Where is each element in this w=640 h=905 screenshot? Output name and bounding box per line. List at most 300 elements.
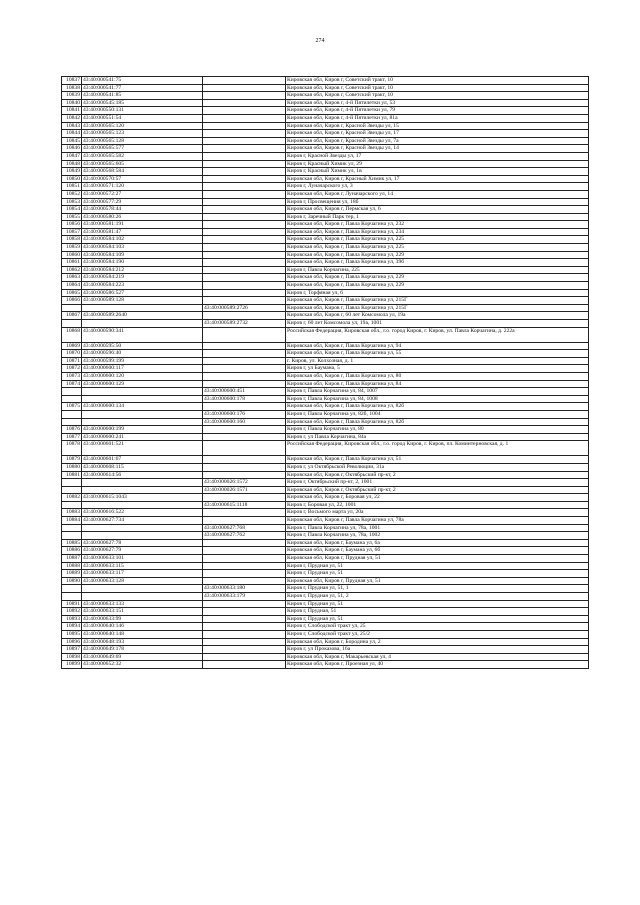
row-number-cell: 10846	[62, 145, 82, 153]
row-number-cell: 10858	[62, 236, 82, 244]
row-number-cell: 10843	[62, 122, 82, 130]
cadastral-number-cell: 43:40:000649:178	[82, 646, 203, 654]
row-number-cell: 10868	[62, 327, 82, 342]
sub-cadastral-number-cell	[203, 236, 286, 244]
sub-cadastral-number-cell	[203, 350, 286, 358]
row-number-cell	[62, 395, 82, 403]
sub-cadastral-number-cell	[203, 372, 286, 380]
address-cell: Кировская обл, Киров г, Боровая ул, 22	[286, 494, 589, 502]
table-row	[62, 494, 589, 502]
address-cell: Киров г, Павла Корчагина ул, 80	[286, 426, 589, 434]
table-row	[62, 456, 589, 464]
table-row	[62, 501, 589, 509]
row-number-cell: 10854	[62, 206, 82, 214]
table-row	[62, 646, 589, 654]
table-row	[62, 608, 589, 616]
cadastral-number-cell: 43:40:000589:2640	[82, 312, 203, 320]
cadastral-number-cell	[82, 501, 203, 509]
cadastral-number-cell: 43:40:000571:120	[82, 183, 203, 191]
address-cell: Кировская обл, Киров г, 4-й Пятилетки ул, 79	[286, 107, 589, 115]
cadastral-number-cell: 43:40:000572:27	[82, 190, 203, 198]
table-row	[62, 403, 589, 411]
cadastral-number-cell	[82, 388, 203, 396]
table-row	[62, 320, 589, 328]
address-cell: Кировская обл, Киров г, Павла Корчагина ул, 225	[286, 236, 589, 244]
sub-cadastral-number-cell	[203, 403, 286, 411]
row-number-cell: 10844	[62, 130, 82, 138]
row-number-cell	[62, 501, 82, 509]
cadastral-number-cell: 43:40:000584:109	[82, 251, 203, 259]
cadastral-number-cell	[82, 593, 203, 601]
sub-cadastral-number-cell	[203, 562, 286, 570]
row-number-cell: 10859	[62, 244, 82, 252]
address-cell: Кировская обл, Киров г, Павла Корчагина ул, 229	[286, 282, 589, 290]
table-row	[62, 653, 589, 661]
row-number-cell: 10874	[62, 380, 82, 388]
table-row	[62, 577, 589, 585]
address-cell: Кировская обл, Киров г, 4-й Пятилетки ул, 81а	[286, 114, 589, 122]
table-row	[62, 615, 589, 623]
cadastral-number-cell: 43:40:000600:120	[82, 372, 203, 380]
cadastral-number-cell	[82, 479, 203, 487]
sub-cadastral-number-cell	[203, 638, 286, 646]
address-cell: Киров г, Прудная ул, 51	[286, 562, 589, 570]
cadastral-number-cell: 43:40:000600:117	[82, 365, 203, 373]
row-number-cell: 10896	[62, 638, 82, 646]
address-cell: Киров г, Прудная, 51	[286, 608, 589, 616]
row-number-cell: 10845	[62, 137, 82, 145]
cadastral-number-cell	[82, 524, 203, 532]
cadastral-number-cell: 43:40:000614:56	[82, 471, 203, 479]
row-number-cell: 10841	[62, 107, 82, 115]
address-cell: Кировская обл, Киров г, Павла Корчагина ул, 229	[286, 274, 589, 282]
sub-cadastral-number-cell	[203, 289, 286, 297]
address-cell: Кировская обл, Киров г, Павла Корчагина ул, 234	[286, 228, 589, 236]
cadastral-number-cell: 43:40:000649:69	[82, 653, 203, 661]
table-row	[62, 661, 589, 669]
row-number-cell	[62, 486, 82, 494]
address-cell: Кировская обл, Киров г, Пермская ул, 6	[286, 206, 589, 214]
table-row	[62, 426, 589, 434]
table-row	[62, 282, 589, 290]
address-cell: Кировская обл, Киров г, Бородина ул, 2	[286, 638, 589, 646]
cadastral-number-cell: 43:40:000570:57	[82, 175, 203, 183]
table-row	[62, 137, 589, 145]
sub-cadastral-number-cell	[203, 297, 286, 305]
address-cell: Кировская обл, Киров г, Павла Корчагина ул, 94	[286, 342, 589, 350]
cadastral-number-cell: 43:40:000584:223	[82, 282, 203, 290]
sub-cadastral-number-cell	[203, 145, 286, 153]
sub-cadastral-number-cell	[203, 282, 286, 290]
address-cell: Киров г, Слободской тракт ул, 25	[286, 623, 589, 631]
table-row	[62, 600, 589, 608]
sub-cadastral-number-cell	[203, 577, 286, 585]
table-row	[62, 372, 589, 380]
address-cell: Киров г, Павла Корчагина ул, 82б, 1004	[286, 410, 589, 418]
address-cell: Киров г, Слободской тракт ул, 25/2	[286, 630, 589, 638]
row-number-cell: 10852	[62, 190, 82, 198]
sub-cadastral-number-cell	[203, 365, 286, 373]
address-cell: Кировская обл, Киров г, Павла Корчагина ул, 80	[286, 372, 589, 380]
row-number-cell	[62, 388, 82, 396]
table-row	[62, 380, 589, 388]
row-number-cell: 10860	[62, 251, 82, 259]
address-cell: Кировская обл, Киров г, Павла Корчагина ул, 225	[286, 244, 589, 252]
sub-cadastral-number-cell: 43:40:000589:2732	[203, 320, 286, 328]
address-cell: Киров г, Прудная ул, 51	[286, 615, 589, 623]
cadastral-number-cell: 43:40:000633:133	[82, 600, 203, 608]
cadastral-number-cell: 43:40:000590:341	[82, 327, 203, 342]
cadastral-number-cell: 43:40:000565:120	[82, 122, 203, 130]
cadastral-number-cell: 43:40:000541:85	[82, 92, 203, 100]
cadastral-number-cell: 43:40:000565:128	[82, 137, 203, 145]
row-number-cell: 10849	[62, 168, 82, 176]
cadastral-number-cell: 43:40:000600:129	[82, 380, 203, 388]
table-row	[62, 312, 589, 320]
sub-cadastral-number-cell: 43:40:000600:176	[203, 410, 286, 418]
row-number-cell: 10878	[62, 441, 82, 456]
row-number-cell: 10839	[62, 92, 82, 100]
sub-cadastral-number-cell	[203, 600, 286, 608]
address-cell: Кировская обл, Киров г, Прудная ул, 51	[286, 555, 589, 563]
cadastral-number-cell: 43:40:000581:47	[82, 228, 203, 236]
sub-cadastral-number-cell	[203, 122, 286, 130]
cadastral-number-cell: 43:40:000595:50	[82, 342, 203, 350]
table-row	[62, 509, 589, 517]
table-row	[62, 266, 589, 274]
address-cell: Киров г, Красной Звезды ул, 17	[286, 152, 589, 160]
address-cell: Киров г, Павла Корчагина ул, 84, 1008	[286, 395, 589, 403]
cadastral-number-cell: 43:40:000541:75	[82, 77, 203, 85]
sub-cadastral-number-cell	[203, 630, 286, 638]
cadastral-number-cell	[82, 320, 203, 328]
cadastral-number-cell	[82, 532, 203, 540]
row-number-cell: 10840	[62, 99, 82, 107]
row-number-cell: 10894	[62, 623, 82, 631]
table-row	[62, 524, 589, 532]
sub-cadastral-number-cell	[203, 539, 286, 547]
table-row	[62, 555, 589, 563]
page-number: 274	[315, 38, 325, 44]
sub-cadastral-number-cell	[203, 433, 286, 441]
row-number-cell: 10863	[62, 274, 82, 282]
cadastral-number-cell: 43:40:000633:128	[82, 577, 203, 585]
address-cell: Кировская обл, Киров г, Павла Корчагина ул, 215Г	[286, 297, 589, 305]
cadastral-number-cell: 43:40:000550:131	[82, 107, 203, 115]
sub-cadastral-number-cell	[203, 471, 286, 479]
table-row	[62, 183, 589, 191]
row-number-cell	[62, 593, 82, 601]
row-number-cell: 10842	[62, 114, 82, 122]
cadastral-number-cell: 43:40:000652:32	[82, 661, 203, 669]
cadastral-number-cell: 43:40:000615:1043	[82, 494, 203, 502]
table-row	[62, 274, 589, 282]
cadastral-number-cell	[82, 418, 203, 426]
table-row	[62, 441, 589, 456]
address-cell: Киров г, Просвещения ул, 18б	[286, 198, 589, 206]
row-number-cell: 10853	[62, 198, 82, 206]
table-row	[62, 304, 589, 312]
address-cell: Кировская обл, Киров г, Октябрьский пр-кт, 2	[286, 471, 589, 479]
table-row	[62, 190, 589, 198]
table-row	[62, 259, 589, 267]
row-number-cell: 10884	[62, 517, 82, 525]
address-cell: Российская Федерация, Кировская обл., г.о. город Киров, г. Киров, ул. Павла Корчагина, д. 222а	[286, 327, 589, 342]
table-row	[62, 77, 589, 85]
address-cell: Киров г, ул Павла Корчагина, 84а	[286, 433, 589, 441]
table-row	[62, 327, 589, 342]
row-number-cell: 10897	[62, 646, 82, 654]
row-number-cell: 10855	[62, 213, 82, 221]
row-number-cell: 10881	[62, 471, 82, 479]
sub-cadastral-number-cell	[203, 77, 286, 85]
address-cell: Кировская обл, Киров г, 60 лет Комсомола ул, 19а	[286, 312, 589, 320]
cadastral-number-cell: 43:40:000551:54	[82, 114, 203, 122]
row-number-cell: 10861	[62, 259, 82, 267]
cadastral-number-cell: 43:40:000600:134	[82, 403, 203, 411]
row-number-cell: 10857	[62, 228, 82, 236]
cadastral-number-cell: 43:40:000633:151	[82, 608, 203, 616]
row-number-cell: 10847	[62, 152, 82, 160]
address-cell: Кировская обл, Киров г, 4-й Пятилетки ул, 53	[286, 99, 589, 107]
sub-cadastral-number-cell	[203, 547, 286, 555]
table-row	[62, 244, 589, 252]
address-cell: Кировская обл, Киров г, Прудная ул, 51	[286, 577, 589, 585]
row-number-cell: 10898	[62, 653, 82, 661]
cadastral-number-cell: 43:40:000599:199	[82, 357, 203, 365]
row-number-cell: 10838	[62, 84, 82, 92]
address-cell: Кировская обл, Киров г, Советский тракт, 10	[286, 77, 589, 85]
row-number-cell: 10893	[62, 615, 82, 623]
address-cell: Киров г, ул Баумана, 5	[286, 365, 589, 373]
table-row	[62, 357, 589, 365]
sub-cadastral-number-cell: 43:40:000026:1572	[203, 479, 286, 487]
address-cell: Кировская обл, Киров г, Баумана ул, 6а	[286, 539, 589, 547]
sub-cadastral-number-cell	[203, 259, 286, 267]
row-number-cell	[62, 585, 82, 593]
sub-cadastral-number-cell	[203, 646, 286, 654]
address-cell: Киров г, Восьмого марта ул, 20а	[286, 509, 589, 517]
row-number-cell: 10867	[62, 312, 82, 320]
row-number-cell: 10872	[62, 365, 82, 373]
row-number-cell: 10837	[62, 77, 82, 85]
address-cell: Кировская обл, Киров г, Павла Корчагина ул, 55	[286, 350, 589, 358]
table-row	[62, 289, 589, 297]
cadastral-number-cell: 43:40:000616:522	[82, 509, 203, 517]
row-number-cell: 10870	[62, 350, 82, 358]
cadastral-number-cell: 43:40:000608:115	[82, 463, 203, 471]
address-cell: Российская Федерация, Кировская обл., г.о. город Киров, г. Киров, пл. Коминтерновская, д. 1	[286, 441, 589, 456]
cadastral-number-cell: 43:40:000584:219	[82, 274, 203, 282]
address-cell: Кировская обл, Киров г, Павла Корчагина ул, 82б	[286, 403, 589, 411]
cadastral-number-cell: 43:40:000633:99	[82, 615, 203, 623]
cadastral-number-cell: 43:40:000633:101	[82, 555, 203, 563]
table-row	[62, 388, 589, 396]
sub-cadastral-number-cell: 43:40:000633:179	[203, 593, 286, 601]
row-number-cell: 10886	[62, 547, 82, 555]
address-cell: Кировская обл, Киров г, Красный Химик ул, 17	[286, 175, 589, 183]
table-row	[62, 630, 589, 638]
table-row	[62, 570, 589, 578]
row-number-cell: 10866	[62, 297, 82, 305]
sub-cadastral-number-cell	[203, 137, 286, 145]
cadastral-number-cell	[82, 585, 203, 593]
row-number-cell: 10856	[62, 221, 82, 229]
address-cell: Киров г, Заречный Парк тер, 1	[286, 213, 589, 221]
cadastral-number-cell: 43:40:000600:241	[82, 433, 203, 441]
address-cell: Киров г, Павла Корчагина ул, 84, 1007	[286, 388, 589, 396]
table-row	[62, 236, 589, 244]
row-number-cell: 10850	[62, 175, 82, 183]
table-row	[62, 562, 589, 570]
cadastral-number-cell: 43:40:000581:191	[82, 221, 203, 229]
cadastral-number-cell: 43:40:000541:77	[82, 84, 203, 92]
address-cell: Киров г, Павла Корчагина ул, 78а, 1001	[286, 524, 589, 532]
cadastral-number-cell	[82, 486, 203, 494]
sub-cadastral-number-cell	[203, 342, 286, 350]
address-cell: Киров г, Павла Корчагина, 225	[286, 266, 589, 274]
address-cell: Кировская обл, Киров г, Павла Корчагина ул, 232	[286, 221, 589, 229]
address-cell: Киров г, Прудная ул, 51	[286, 570, 589, 578]
row-number-cell: 10869	[62, 342, 82, 350]
sub-cadastral-number-cell	[203, 357, 286, 365]
row-number-cell: 10885	[62, 539, 82, 547]
sub-cadastral-number-cell: 43:40:000627:768	[203, 524, 286, 532]
sub-cadastral-number-cell: 43:40:000600:160	[203, 418, 286, 426]
table-row	[62, 479, 589, 487]
table-row	[62, 539, 589, 547]
cadastral-number-cell: 43:40:000565:577	[82, 145, 203, 153]
cadastral-number-cell: 43:40:000589:128	[82, 297, 203, 305]
address-cell: Кировская обл, Киров г, Советский тракт, 10	[286, 92, 589, 100]
address-cell: Киров г, Торфяная ул, 6	[286, 289, 589, 297]
address-cell: Кировская обл, Киров г, Павла Корчагина ул, 82б	[286, 418, 589, 426]
cadastral-number-cell	[82, 395, 203, 403]
table-row	[62, 145, 589, 153]
row-number-cell: 10864	[62, 282, 82, 290]
cadastral-number-cell	[82, 304, 203, 312]
table-row	[62, 99, 589, 107]
sub-cadastral-number-cell	[203, 168, 286, 176]
sub-cadastral-number-cell	[203, 92, 286, 100]
cadastral-number-cell: 43:40:000580:26	[82, 213, 203, 221]
cadastral-number-cell: 43:40:000584:190	[82, 259, 203, 267]
table-row	[62, 160, 589, 168]
table-row	[62, 175, 589, 183]
sub-cadastral-number-cell	[203, 380, 286, 388]
table-row	[62, 547, 589, 555]
sub-cadastral-number-cell	[203, 661, 286, 669]
cadastral-number-cell: 43:40:000627:79	[82, 547, 203, 555]
cadastral-number-cell: 43:40:000640:146	[82, 623, 203, 631]
address-cell: Киров г, 60 лет Комсомола ул, 19а, 1001	[286, 320, 589, 328]
sub-cadastral-number-cell	[203, 183, 286, 191]
address-cell: Киров г, Луначарского ул, 3	[286, 183, 589, 191]
sub-cadastral-number-cell: 43:40:000633:180	[203, 585, 286, 593]
address-cell: Киров г, Боровая ул, 22, 1001	[286, 501, 589, 509]
address-cell: Киров г, Красный Химик ул, 1в	[286, 168, 589, 176]
address-cell: Кировская обл, Киров г, Макарьевская ул, 4	[286, 653, 589, 661]
cadastral-number-cell: 43:40:000586:527	[82, 289, 203, 297]
table-row	[62, 92, 589, 100]
address-cell: Кировская обл, Киров г, Проезная ул, 40	[286, 661, 589, 669]
row-number-cell: 10873	[62, 372, 82, 380]
table-row	[62, 471, 589, 479]
row-number-cell: 10895	[62, 630, 82, 638]
sub-cadastral-number-cell	[203, 228, 286, 236]
address-cell: г. Киров, ул. Колхозная, д. 1	[286, 357, 589, 365]
address-cell: Кировская обл, Киров г, Красной Звезды ул, 15	[286, 122, 589, 130]
row-number-cell: 10888	[62, 562, 82, 570]
table-row	[62, 152, 589, 160]
table-row	[62, 198, 589, 206]
cadastral-number-cell: 43:40:000633:115	[82, 562, 203, 570]
cadastral-number-cell: 43:40:000648:193	[82, 638, 203, 646]
sub-cadastral-number-cell: 43:40:000026:1571	[203, 486, 286, 494]
sub-cadastral-number-cell	[203, 494, 286, 502]
address-cell: Киров г, ул Проказова, 16а	[286, 646, 589, 654]
row-number-cell: 10862	[62, 266, 82, 274]
row-number-cell	[62, 524, 82, 532]
cadastral-number-cell	[82, 410, 203, 418]
table-row	[62, 228, 589, 236]
sub-cadastral-number-cell	[203, 615, 286, 623]
address-cell: Киров г, Прудная ул, 51, 2	[286, 593, 589, 601]
table-row	[62, 168, 589, 176]
sub-cadastral-number-cell	[203, 251, 286, 259]
address-cell: Кировская обл, Киров г, Красной Звезды ул, 17	[286, 130, 589, 138]
cadastral-number-cell: 43:40:000596:40	[82, 350, 203, 358]
sub-cadastral-number-cell	[203, 517, 286, 525]
sub-cadastral-number-cell	[203, 456, 286, 464]
cadastral-number-cell: 43:40:000633:117	[82, 570, 203, 578]
table-row	[62, 418, 589, 426]
row-number-cell: 10876	[62, 426, 82, 434]
table-row	[62, 486, 589, 494]
address-cell: Кировская обл, Киров г, Павла Корчагина ул, 78а	[286, 517, 589, 525]
row-number-cell: 10865	[62, 289, 82, 297]
table-row	[62, 350, 589, 358]
cadastral-number-cell: 43:40:000565:582	[82, 152, 203, 160]
address-cell: Киров г, Красный Химик ул, 29	[286, 160, 589, 168]
address-cell: Кировская обл, Киров г, Павла Корчагина ул, 51	[286, 456, 589, 464]
sub-cadastral-number-cell: 43:40:000615:1118	[203, 501, 286, 509]
sub-cadastral-number-cell	[203, 130, 286, 138]
table-row	[62, 517, 589, 525]
row-number-cell: 10887	[62, 555, 82, 563]
sub-cadastral-number-cell: 43:40:000600:451	[203, 388, 286, 396]
sub-cadastral-number-cell	[203, 107, 286, 115]
table-row	[62, 206, 589, 214]
cadastral-number-cell: 43:40:000627:78	[82, 539, 203, 547]
cadastral-number-cell: 43:40:000601:67	[82, 456, 203, 464]
cadastral-number-cell: 43:40:000565:605	[82, 160, 203, 168]
table-row	[62, 107, 589, 115]
sub-cadastral-number-cell	[203, 114, 286, 122]
sub-cadastral-number-cell	[203, 84, 286, 92]
row-number-cell	[62, 418, 82, 426]
address-cell: Киров г, Прудная ул, 51, 1	[286, 585, 589, 593]
registry-table	[61, 76, 589, 669]
address-cell: Кировская обл, Киров г, Баумана ул, 6б	[286, 547, 589, 555]
cadastral-number-cell: 43:40:000578:44	[82, 206, 203, 214]
row-number-cell	[62, 532, 82, 540]
cadastral-number-cell: 43:40:000565:123	[82, 130, 203, 138]
table-row	[62, 213, 589, 221]
table-row	[62, 251, 589, 259]
cadastral-number-cell: 43:40:000640:148	[82, 630, 203, 638]
row-number-cell	[62, 320, 82, 328]
